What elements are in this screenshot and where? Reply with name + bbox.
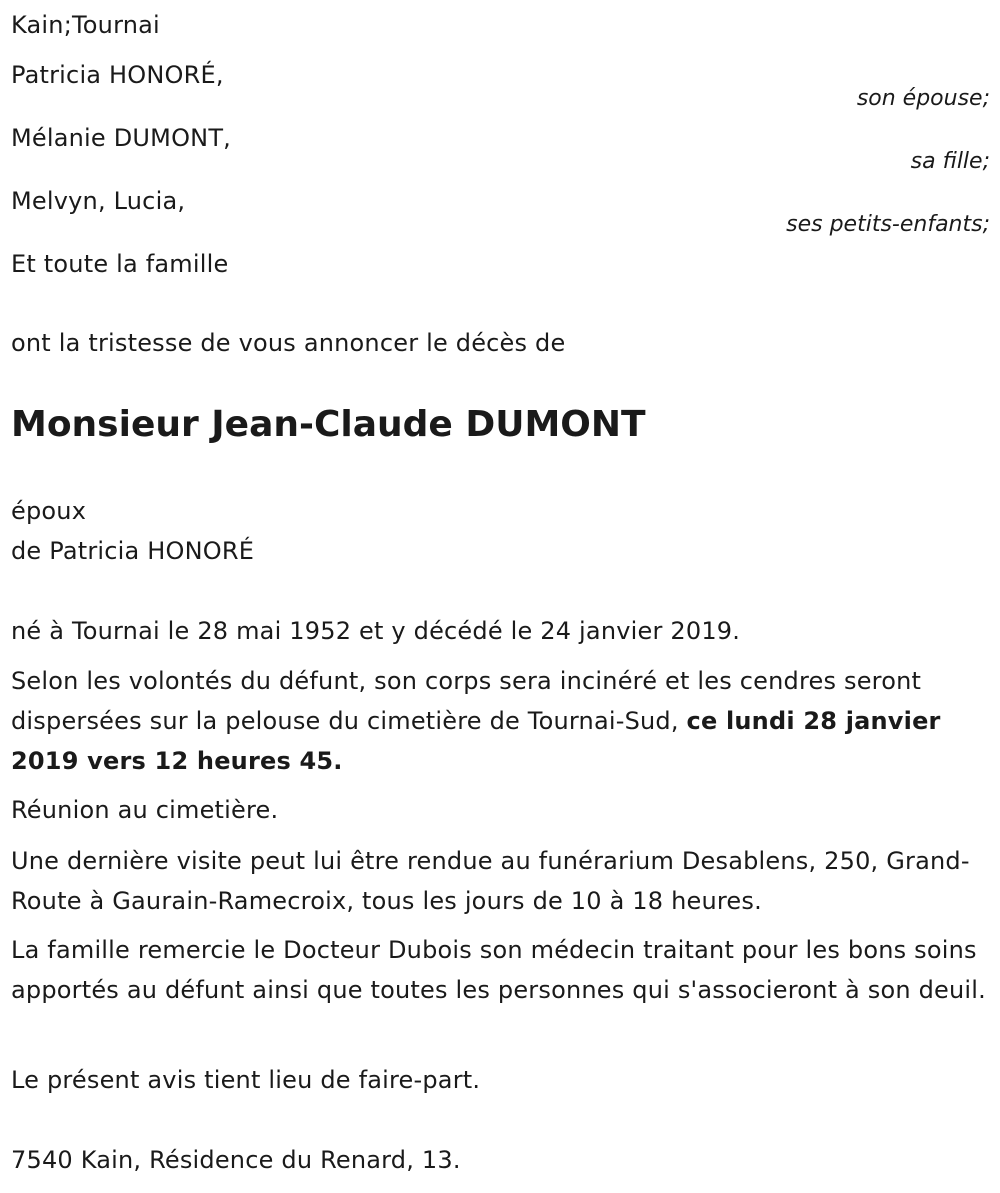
family-closing: Et toute la famille <box>11 250 229 278</box>
family-member-name: Melvyn, Lucia, <box>11 187 186 215</box>
visit-paragraph: Une dernière visite peut lui être rendue au funérarium Desablens, 250, Grand-Route à Gaurain-Ramecroix, tous les jours de 10 à 18 heures. <box>11 847 970 915</box>
meeting-line: Réunion au cimetière. <box>11 796 279 824</box>
spouse-of: de Patricia HONORÉ <box>11 537 255 565</box>
announcement-line: ont la tristesse de vous annoncer le décès de <box>11 329 566 357</box>
family-member-relation: son épouse; <box>856 86 990 111</box>
family-member-name: Patricia HONORÉ, <box>11 61 224 89</box>
family-address: 7540 Kain, Résidence du Renard, 13. <box>11 1146 461 1174</box>
thanks-paragraph: La famille remercie le Docteur Dubois son médecin traitant pour les bons soins apportés au défunt ainsi que toutes les personnes qui s'associeront à son deuil. <box>11 936 986 1004</box>
deceased-name: Monsieur Jean-Claude DUMONT <box>11 404 646 445</box>
family-member-relation: sa fille; <box>910 149 990 174</box>
birth-death-line: né à Tournai le 28 mai 1952 et y décédé le 24 janvier 2019. <box>11 617 741 645</box>
ceremony-paragraph <box>11 661 993 781</box>
spouse-label: époux <box>11 497 87 525</box>
family-member-name: Mélanie DUMONT, <box>11 124 232 152</box>
ceremony-date: ce lundi 28 janvier 2019 vers 12 heures 45. <box>11 707 941 775</box>
family-member-relation: ses petits-enfants; <box>786 212 990 237</box>
ceremony-text: Selon les volontés du défunt, son corps sera incinéré et les cendres seront dispersées sur la pelouse du cimetière de Tournai-Sud, <box>11 667 922 735</box>
location-header: Kain;Tournai <box>11 11 160 39</box>
notice-line: Le présent avis tient lieu de faire-part. <box>11 1066 481 1094</box>
